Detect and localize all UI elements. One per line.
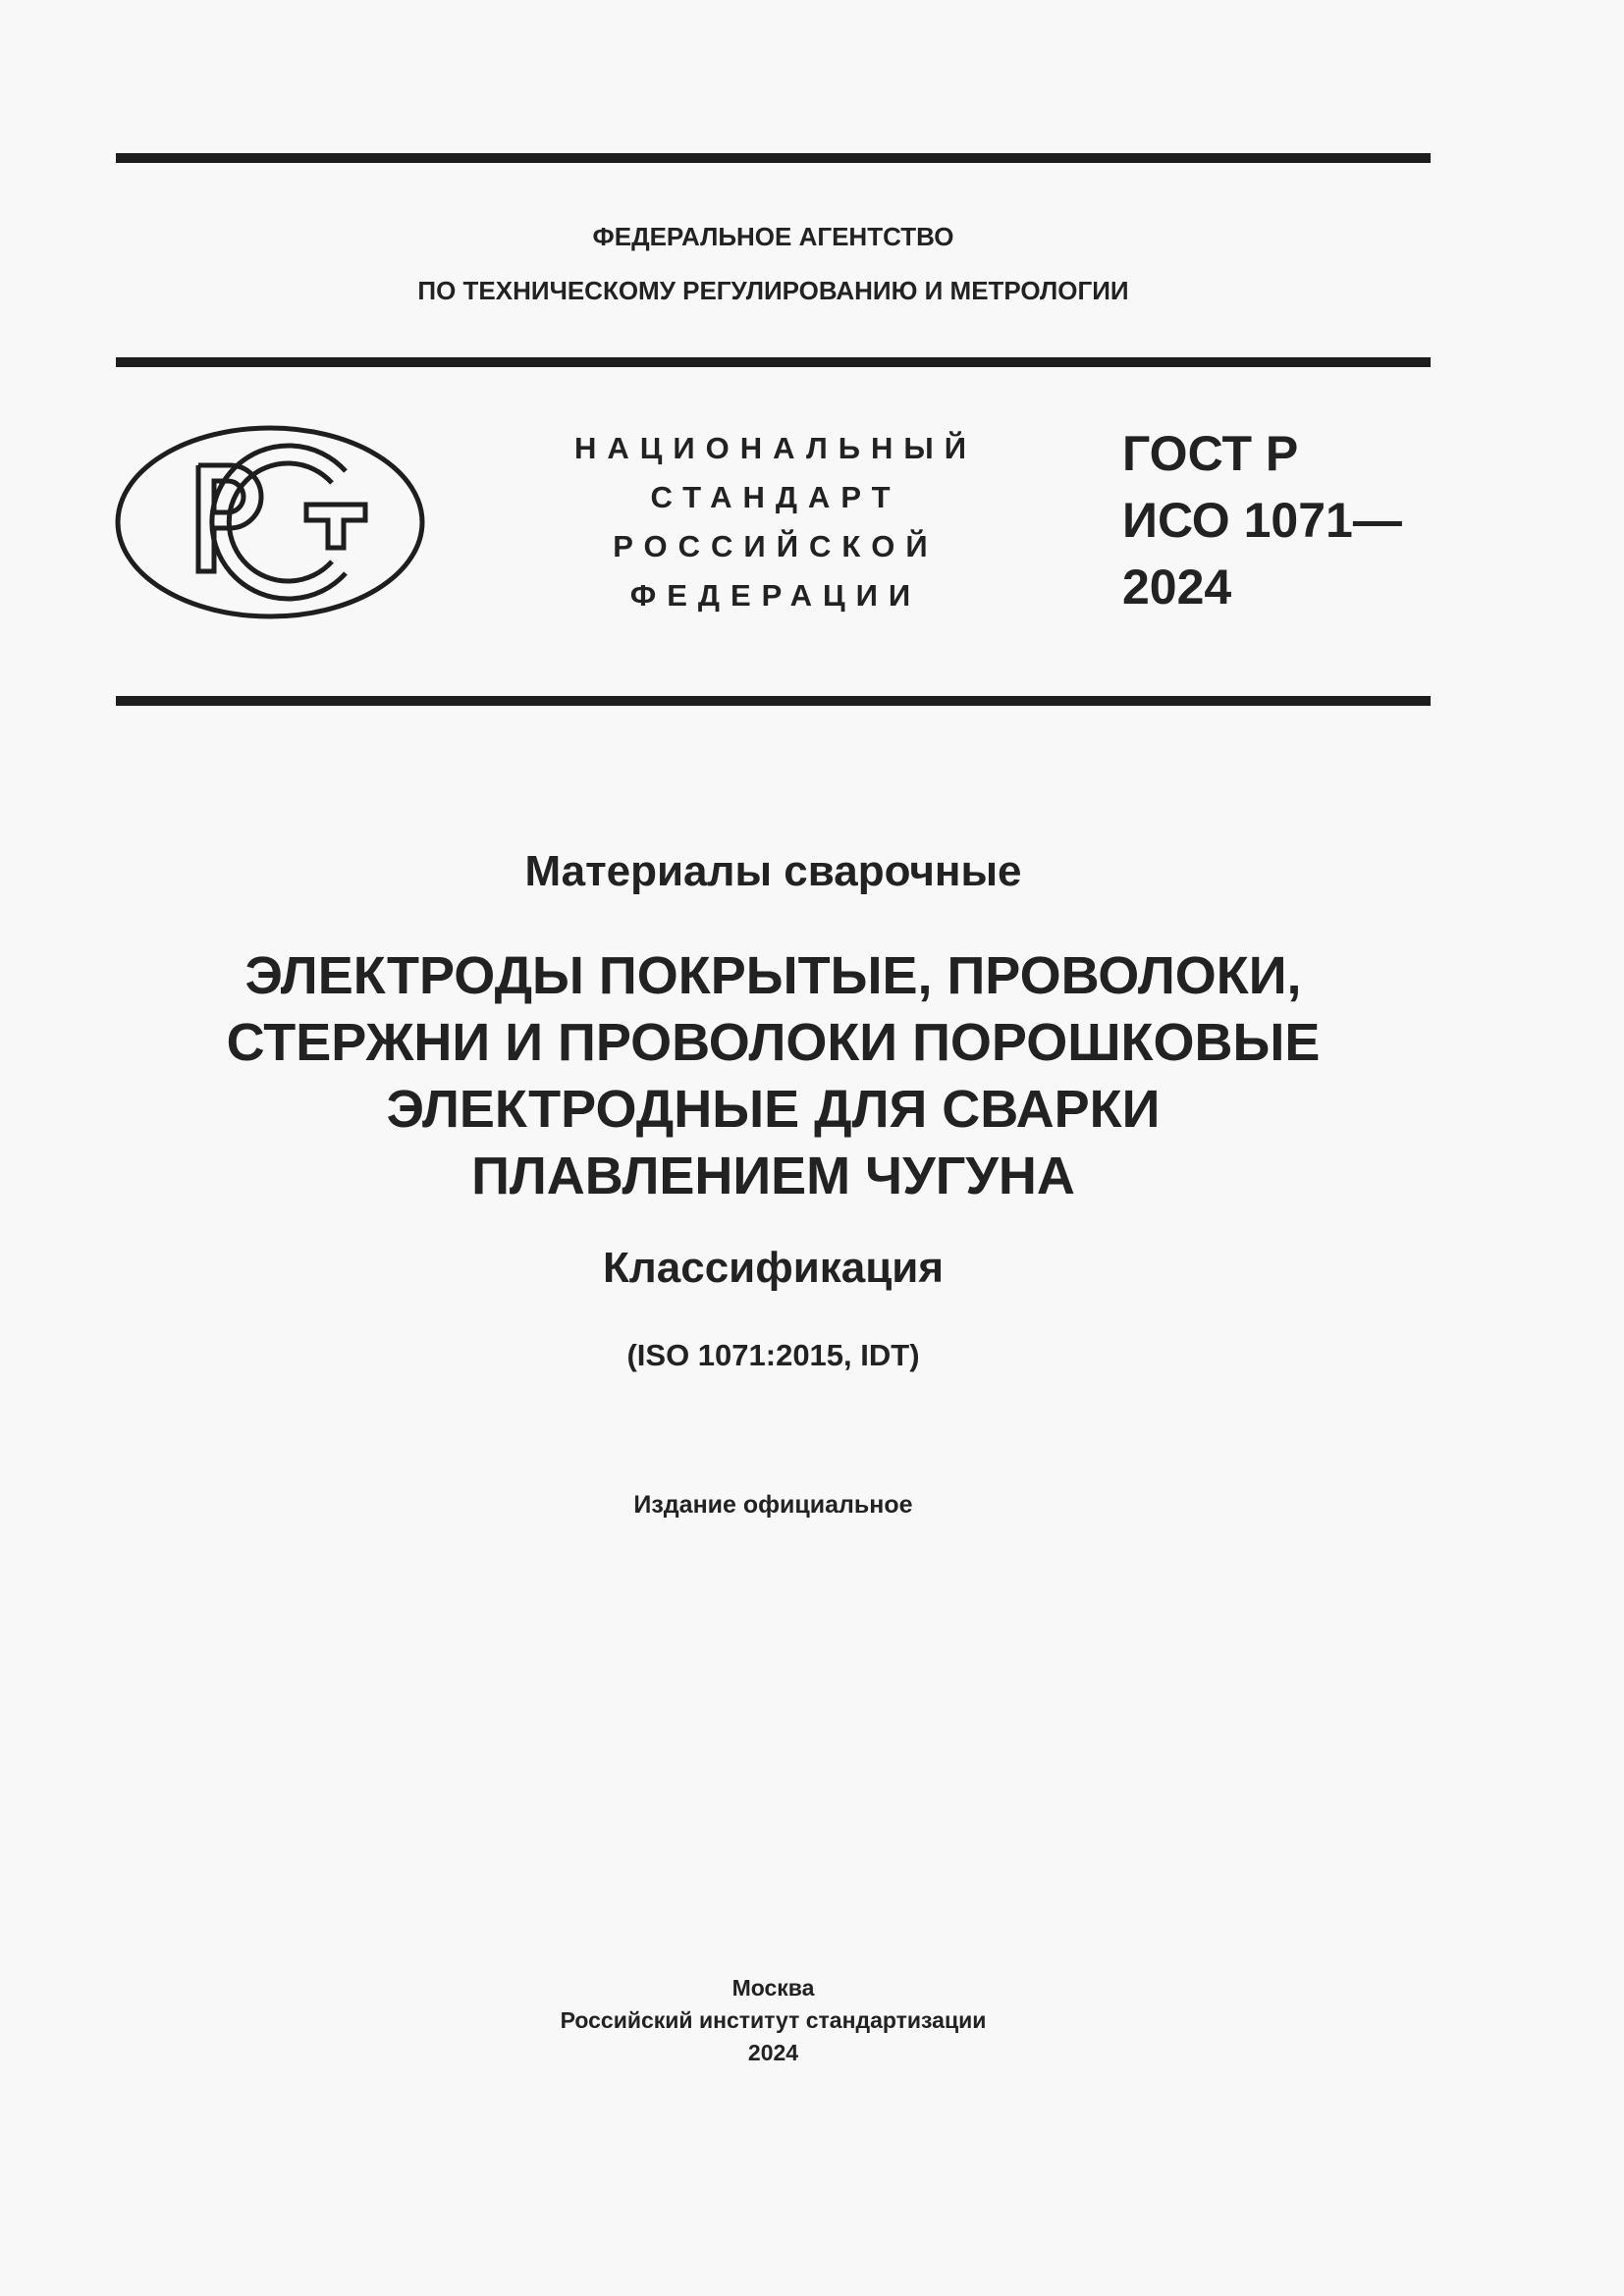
header-divider [116,357,1431,367]
designation-line: ИСО 1071— [1122,493,1402,548]
standard-type-line: СТАНДАРТ [650,480,901,514]
document-title [116,942,1431,1209]
standard-type-line: НАЦИОНАЛЬНЫЙ [573,431,978,465]
standard-type-line: ФЕДЕРАЦИИ [629,578,922,613]
title-line: ЭЛЕКТРОДНЫЕ ДЛЯ СВАРКИ [386,1080,1161,1139]
document-subject: Материалы сварочные [524,847,1022,895]
top-divider [116,153,1431,163]
iso-reference: (ISO 1071:2015, IDT) [626,1338,920,1372]
designation-line: ГОСТ Р [1122,426,1299,481]
edition-note: Издание официальное [633,1491,913,1519]
agency-name-line-2: ПО ТЕХНИЧЕСКОМУ РЕГУЛИРОВАНИЮ И МЕТРОЛОГИИ [417,276,1129,305]
imprint-publisher: Российский институт стандартизации [560,2007,987,2033]
designation-line: 2024 [1122,560,1232,614]
title-line: СТЕРЖНИ И ПРОВОЛОКИ ПОРОШКОВЫЕ [226,1013,1321,1072]
standard-designation [1122,420,1436,620]
imprint-city: Москва [731,1975,815,2001]
gost-r-certification-mark-icon [114,424,426,620]
title-line: ЭЛЕКТРОДЫ ПОКРЫТЫЕ, ПРОВОЛОКИ, [244,946,1302,1005]
agency-name-line-1: ФЕДЕРАЛЬНОЕ АГЕНТСТВО [592,222,954,251]
masthead-bottom-divider [116,696,1431,706]
standard-type-block [550,424,1001,620]
imprint-year: 2024 [747,2040,799,2065]
document-classification: Классификация [602,1244,945,1292]
title-line: ПЛАВЛЕНИЕМ ЧУГУНА [471,1147,1075,1205]
standard-type-line: РОССИЙСКОЙ [613,529,939,563]
imprint [116,1972,1431,2069]
